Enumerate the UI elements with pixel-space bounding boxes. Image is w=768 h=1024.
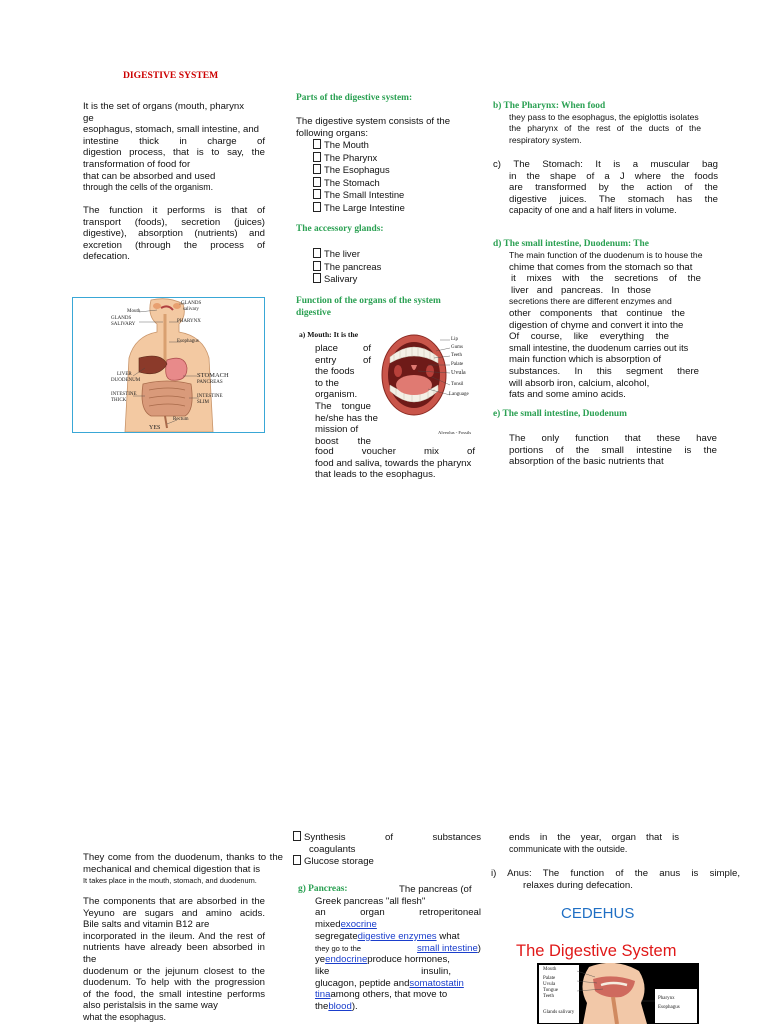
bullet-box-icon — [313, 139, 321, 149]
blood-link[interactable]: blood — [328, 1001, 352, 1013]
pancreas-heading: g) Pancreas: — [298, 884, 348, 894]
pharynx-text: they pass to the esophagus, the epiglottis isolates the pharynx of the rest of the ducts of the respiratory system. — [509, 112, 701, 145]
function-paragraph: The function it performs is that of transport (foods), secretion (juices) digestive), absorption (nutrients) and excretion (through the process of defecation. — [83, 205, 265, 263]
fig3-label-tongue: Tongue — [543, 988, 558, 993]
bullet-box-icon — [313, 152, 321, 162]
digestive-system-figure — [72, 297, 265, 433]
label-yes: YES — [149, 425, 161, 431]
list-item: Salivary — [313, 273, 381, 286]
label-uvula: Uvula — [451, 370, 466, 376]
bullet-box-icon — [313, 261, 321, 271]
bullet-box-icon — [313, 189, 321, 199]
label-intestine-thick: INTESTINE THICK — [111, 392, 137, 403]
label-pharynx: PHARYNX — [177, 319, 201, 324]
list-item: The liver — [313, 248, 381, 261]
label-pancreas: PANCREAS — [197, 380, 223, 385]
endocrine-link[interactable]: endocrine — [325, 954, 368, 966]
label-palate: Palate — [451, 362, 464, 367]
label-esophagus: Esophagus — [177, 339, 199, 344]
digestive-system-title: The Digestive System — [516, 942, 677, 960]
e-heading: e) The small intestine, Duodenum — [493, 409, 627, 419]
fig3-label-pharynx: Pharynx — [658, 996, 675, 1001]
intro-paragraph: It is the set of organs (mouth, pharynx ge esophagus, stomach, small intestine, and intestine thick in charge of digestion process, that is to say, the transformation of food for that can be absorbed and used through the cells of the organism. — [83, 101, 265, 193]
mouth-tail: food voucher mix of food and saliva, towards the pharynx that leads to the esophagus. — [315, 446, 475, 481]
pharynx-heading: b) The Pharynx: When food — [493, 101, 606, 111]
parts-intro: The digestive system consists of the following organs: — [296, 116, 451, 139]
large-intestine-end: ends in the year, organ that is communicate with the outside. — [509, 832, 679, 854]
fig3-label-esophagus: Esophagus — [658, 1005, 680, 1010]
parts-heading: Parts of the digestive system: — [296, 93, 413, 103]
mouth-figure — [380, 331, 478, 439]
bullet-box-icon — [293, 855, 301, 865]
somatostatin-link[interactable]: somatostatin — [409, 977, 464, 989]
somatostatin-link-continued[interactable]: tina — [315, 989, 331, 1001]
label-teeth: Teeth — [451, 353, 463, 358]
synthesis-item: Synthesis of substances coagulants Glucose storage — [293, 831, 481, 868]
mouth-lead: a) Mouth: It is the — [299, 330, 359, 339]
label-language: Language — [449, 392, 469, 397]
glands-heading: The accessory glands: — [296, 224, 384, 234]
bullet-box-icon — [313, 177, 321, 187]
list-item: The Esophagus — [313, 164, 405, 177]
label-liver: LIVER — [117, 372, 132, 377]
bullet-box-icon — [313, 164, 321, 174]
fig3-label-teeth: Teeth — [543, 994, 555, 999]
list-item: The Mouth — [313, 139, 405, 152]
label-intestine-slim: INTESTINE SLIM — [197, 394, 223, 405]
bottom-col1-para2: The components that are absorbed in the Yeyuno are sugars and amino acids. Bile salts and vitamin B12 are incorporated in the ileum. And the rest of nutrients have already been absorbed in the duodenum or the jejunum closest to the duodenum. To help with the progression of the food, the small intestine performs also peristalsis in the same way what the esophagus. — [83, 896, 265, 1022]
exocrine-link[interactable]: exocrine — [340, 919, 377, 931]
list-item: The Small Intestine — [313, 189, 405, 202]
digestive-system-illustration — [73, 298, 264, 432]
label-glands-salivary: GLANDS SALIVARY — [111, 316, 136, 327]
stomach-text: c) The Stomach: It is a muscular bag in the shape of a J where the foods are transformed by the action of the digestive juices. The stomach has the capacity of one and a half liters in volume. — [493, 159, 718, 216]
digestive-system-figure-2 — [537, 963, 699, 1024]
bullet-box-icon — [313, 202, 321, 212]
function-heading: Function of the organs of the system digestive — [296, 296, 441, 318]
mouth-figure-caption: Alveolus - Fossils — [438, 430, 472, 435]
label-tonsil: Tonsil — [451, 382, 464, 387]
fig3-label-mouth: Mouth — [543, 967, 557, 972]
mouth-text: place of entry of the foods to the organism. The tongue he/she has the mission of boost the — [315, 343, 378, 447]
pancreas-text: The pancreas (of Greek pancreas "all flesh" an organ retroperitoneal mixedexocrine segregatedigestive enzymes what they go to the small intestine) yeendocrineproduce hormones, like insulin, glucagon, peptide andsomatostatin tinaamong others, that move to theblood). — [315, 884, 481, 1013]
organ-list — [313, 139, 405, 215]
label-duodenum: DUODENUM — [111, 378, 141, 383]
label-stomach: STOMACH — [197, 372, 229, 379]
glands-list — [313, 248, 381, 286]
list-item: The pancreas — [313, 261, 381, 274]
bullet-box-icon — [293, 831, 301, 841]
label-mouth: Mouth — [127, 309, 141, 314]
bullet-box-icon — [313, 248, 321, 258]
bottom-col1-para1: They come from the duodenum, thanks to the mechanical and chemical digestion that is It takes place in the mouth, stomach, and duodenum. — [83, 852, 283, 886]
fig3-label-glands-salivary: Glands salivary — [543, 1010, 575, 1015]
list-item: The Stomach — [313, 177, 405, 190]
label-glands: GLANDS — [181, 301, 202, 306]
small-intestine-heading: d) The small intestine, Duodenum: The — [493, 239, 649, 249]
small-intestine-link[interactable]: small intestine — [417, 942, 478, 954]
label-rectum: Rectum — [173, 417, 189, 422]
e-text: The only function that these have portions of the small intestine is the absorption of the basic nutrients that — [509, 433, 717, 468]
page-title: DIGESTIVE SYSTEM — [123, 70, 219, 81]
list-item: The Pharynx — [313, 152, 405, 165]
label-salivary: salivary — [183, 307, 199, 312]
label-lip: Lip — [451, 337, 458, 342]
anus-text: i) Anus: The function of the anus is simple, relaxes during defecation. — [491, 868, 740, 891]
label-gums: Gums — [451, 345, 463, 350]
fig3-label-uvula: Uvula — [543, 982, 556, 987]
fig3-label-palate: Palate — [543, 976, 556, 981]
small-intestine-text: The main function of the duodenum is to house the chime that comes from the stomach so that it mixes with the secretions of the liver and pancreas. In those secretions there are different enzymes and other components that continue the digestion of chyme and convert it into the Of course, like everything the small intestine, the duodenum carries out its main function which is absorption of substances. In this segment there will absorb iron, calcium, alcohol, fats and some amino acids. — [509, 250, 703, 401]
cedehus-label: CEDEHUS — [561, 905, 635, 922]
digestive-enzymes-link[interactable]: digestive enzymes — [357, 930, 437, 942]
list-item: The Large Intestine — [313, 202, 405, 215]
bullet-box-icon — [313, 273, 321, 283]
